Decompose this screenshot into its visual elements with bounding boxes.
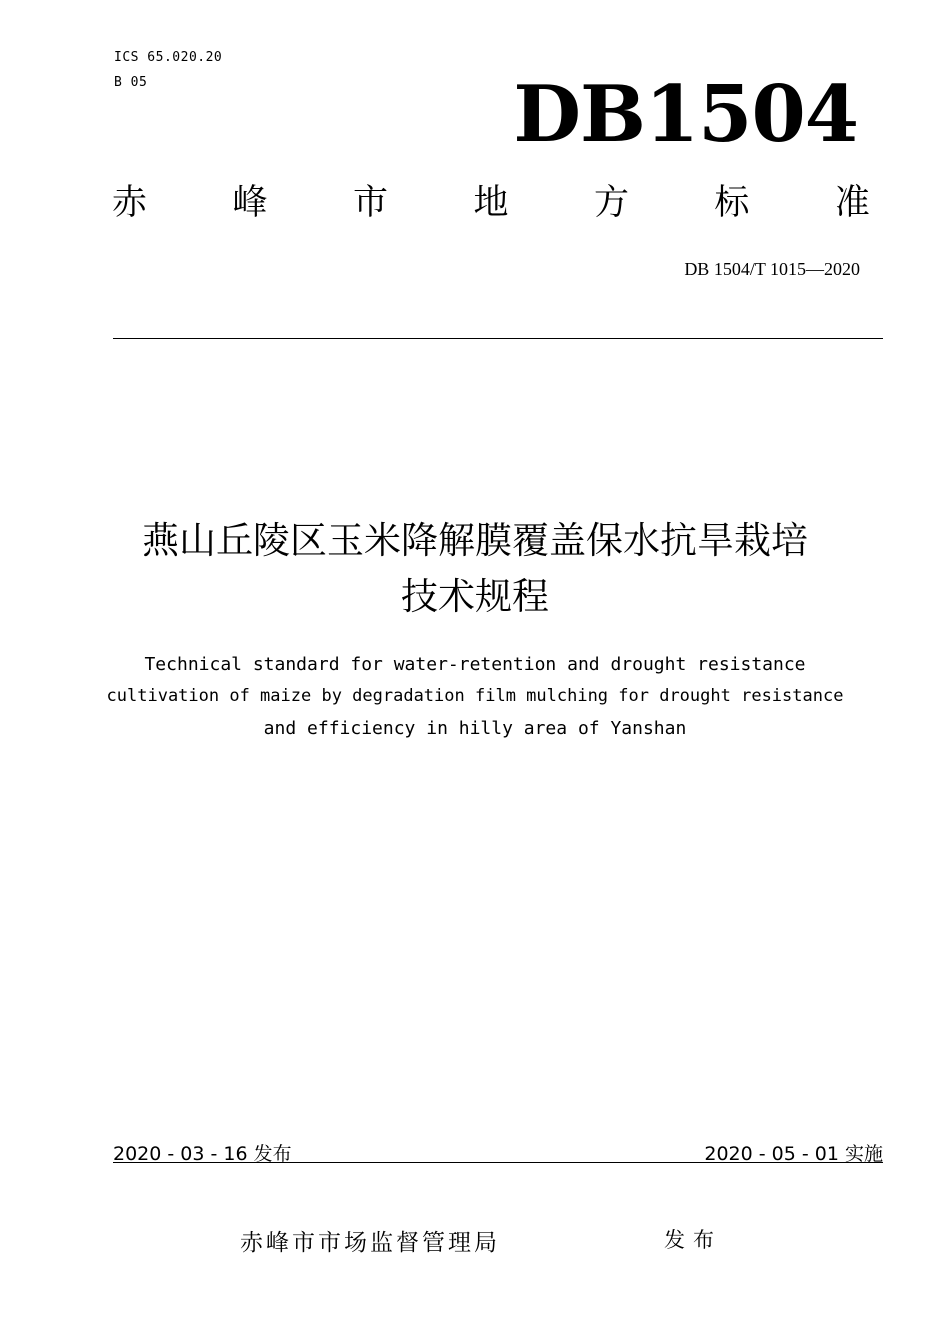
issue-date: 2020 - 03 - 16 发布 — [113, 1143, 292, 1165]
title-english-line-2: cultivation of maize by degradation film mulching for drought resistance — [106, 686, 844, 706]
implementation-date: 2020 - 05 - 01 实施 — [704, 1143, 883, 1165]
header-divider — [113, 338, 883, 339]
publish-label: 发布 — [664, 1228, 722, 1252]
footer-divider — [113, 1162, 883, 1163]
category-char: 标 — [714, 183, 750, 223]
ics-code: ICS 65.020.20 — [114, 50, 223, 65]
title-chinese-line-1: 燕山丘陵区玉米降解膜覆盖保水抗旱栽培 — [142, 519, 808, 562]
title-english-line-3: and efficiency in hilly area of Yanshan — [263, 718, 687, 739]
standard-category — [112, 183, 870, 223]
category-char: 地 — [473, 183, 509, 223]
ccs-code: B 05 — [114, 75, 148, 90]
category-char: 赤 — [112, 183, 148, 223]
category-char: 峰 — [232, 183, 268, 223]
title-english-line-1: Technical standard for water-retention and drought resistance — [144, 654, 806, 675]
category-char: 准 — [834, 183, 870, 223]
category-char: 方 — [593, 183, 629, 223]
standard-logo: DB1504 — [513, 69, 858, 160]
issuing-authority: 赤峰市市场监督管理局 — [240, 1230, 500, 1256]
category-char: 市 — [352, 183, 388, 223]
standard-number: DB 1504/T 1015—2020 — [684, 259, 860, 279]
title-chinese-line-2: 技术规程 — [401, 575, 549, 618]
